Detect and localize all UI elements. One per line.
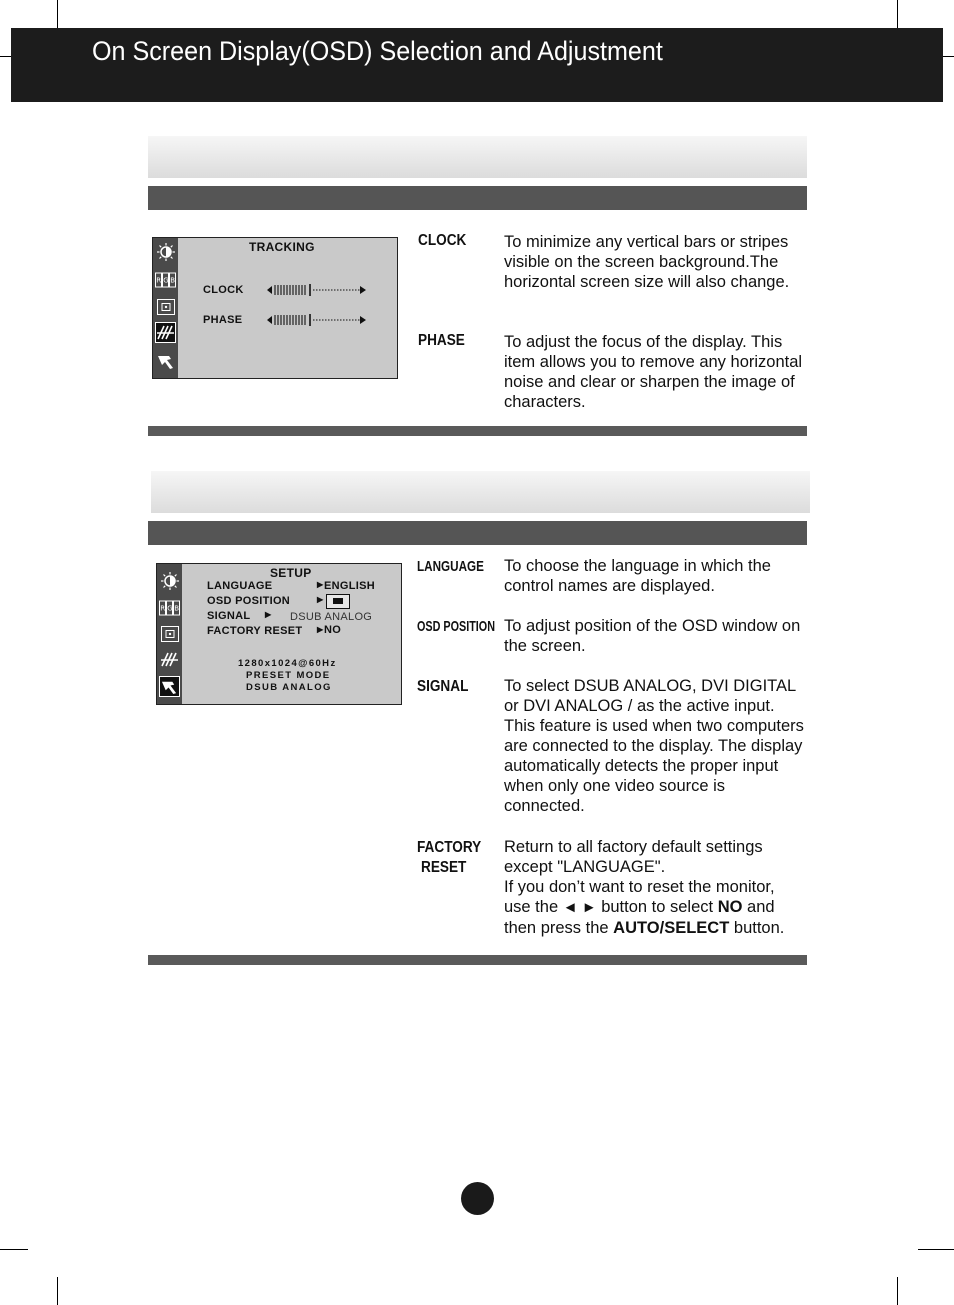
desc-phase: To adjust the focus of the display. This item allows you to remove any horizontal noise and clear or sharpen the image of characters. bbox=[504, 333, 803, 411]
section-divider bbox=[148, 955, 807, 965]
osd-mode-input: DSUB ANALOG bbox=[246, 682, 332, 693]
position-icon bbox=[155, 296, 176, 317]
osd-value-signal: DSUB ANALOG bbox=[290, 611, 373, 623]
crop-mark bbox=[57, 0, 58, 28]
crop-mark bbox=[57, 1277, 58, 1305]
svg-text:G: G bbox=[167, 604, 173, 612]
desc-signal: To select DSUB ANALOG, DVI DIGITAL or DVI ANALOG / as the active input. This feature is used when two computers are connected to the display. The display automatically detects the proper input when only one video source is connected. bbox=[504, 677, 804, 815]
osd-sidebar bbox=[153, 238, 178, 378]
term-signal: SIGNAL bbox=[417, 678, 469, 695]
osd-position-window-icon bbox=[326, 594, 350, 609]
osd-mode-resolution: 1280x1024@60Hz bbox=[238, 658, 337, 669]
crop-mark bbox=[0, 1249, 28, 1250]
desc-factory-reset-mid: button to select bbox=[601, 898, 714, 916]
osd-item-signal: SIGNAL bbox=[207, 610, 251, 622]
crop-mark bbox=[897, 0, 898, 28]
osd-item-clock: CLOCK bbox=[203, 284, 244, 296]
desc-factory-reset-line1: Return to all factory default settings except "LANGUAGE". bbox=[504, 838, 763, 876]
svg-text:G: G bbox=[163, 276, 169, 284]
osd-item-phase: PHASE bbox=[203, 314, 243, 326]
term-osd-position: OSD POSITION bbox=[417, 618, 496, 635]
osd-mode-preset: PRESET MODE bbox=[246, 670, 331, 681]
section-band-tracking bbox=[148, 136, 807, 178]
desc-language: To choose the language in which the control names are displayed. bbox=[504, 557, 771, 595]
desc-factory-reset bbox=[504, 837, 804, 938]
desc-factory-reset-no: NO bbox=[717, 898, 743, 916]
osd-item-arrow: ▶ bbox=[317, 580, 324, 589]
osd-title: TRACKING bbox=[249, 240, 315, 254]
svg-text:B: B bbox=[174, 604, 180, 612]
term-phase: PHASE bbox=[418, 332, 465, 349]
desc-factory-reset-button-name: AUTO/SELECT bbox=[613, 919, 730, 937]
svg-text:R: R bbox=[156, 276, 162, 284]
desc-osd-position: To adjust position of the OSD window on the screen. bbox=[504, 617, 801, 655]
rgb-icon bbox=[159, 597, 180, 618]
osd-item-factory-reset: FACTORY RESET bbox=[207, 625, 303, 637]
page-title: On Screen Display(OSD) Selection and Adjustment bbox=[92, 36, 663, 66]
osd-sidebar bbox=[157, 564, 182, 704]
osd-item-osd-position: OSD POSITION bbox=[207, 595, 291, 607]
clock-slider bbox=[267, 284, 367, 296]
section-subband-setup bbox=[148, 521, 807, 545]
desc-factory-reset-pre: If you don’t want to reset the monitor, use the bbox=[504, 878, 775, 916]
desc-factory-reset-end: button. bbox=[733, 919, 785, 937]
osd-title: SETUP bbox=[270, 566, 312, 580]
crop-mark bbox=[943, 56, 954, 57]
setup-icon bbox=[155, 350, 176, 371]
section-band-setup bbox=[151, 471, 810, 513]
tracking-icon bbox=[155, 322, 176, 343]
phase-slider bbox=[267, 314, 367, 326]
position-icon bbox=[159, 623, 180, 644]
term-clock: CLOCK bbox=[418, 232, 467, 249]
desc-factory-reset-and: and then press the bbox=[504, 898, 775, 937]
tracking-icon bbox=[159, 649, 180, 670]
osd-setup-window bbox=[156, 563, 402, 705]
term-language: LANGUAGE bbox=[417, 558, 484, 575]
section-subband-tracking bbox=[148, 186, 807, 210]
term-factory-reset-line2: RESET bbox=[421, 859, 467, 876]
osd-item-arrow: ▶ bbox=[317, 595, 324, 604]
osd-value-language: ENGLISH bbox=[324, 580, 375, 592]
crop-mark bbox=[0, 56, 11, 57]
osd-item-arrow: ▶ bbox=[265, 610, 272, 619]
left-right-arrows-icon: ◄ ► bbox=[562, 899, 597, 916]
setup-icon bbox=[159, 676, 180, 697]
osd-item-language: LANGUAGE bbox=[207, 580, 273, 592]
rgb-icon bbox=[155, 269, 176, 290]
osd-item-arrow: ▶ bbox=[317, 625, 324, 634]
svg-text:R: R bbox=[160, 604, 166, 612]
osd-tracking-window bbox=[152, 237, 398, 379]
brightness-icon bbox=[159, 570, 180, 591]
page-number-circle bbox=[461, 1182, 494, 1215]
osd-value-factory-reset: NO bbox=[324, 624, 342, 636]
term-factory-reset-line1: FACTORY bbox=[417, 839, 482, 856]
brightness-icon bbox=[155, 241, 176, 262]
crop-mark bbox=[918, 1249, 954, 1250]
section-divider bbox=[148, 426, 807, 436]
desc-clock: To minimize any vertical bars or stripes visible on the screen background.The horizontal screen size will also change. bbox=[504, 233, 790, 291]
crop-mark bbox=[897, 1277, 898, 1305]
svg-text:B: B bbox=[170, 276, 176, 284]
